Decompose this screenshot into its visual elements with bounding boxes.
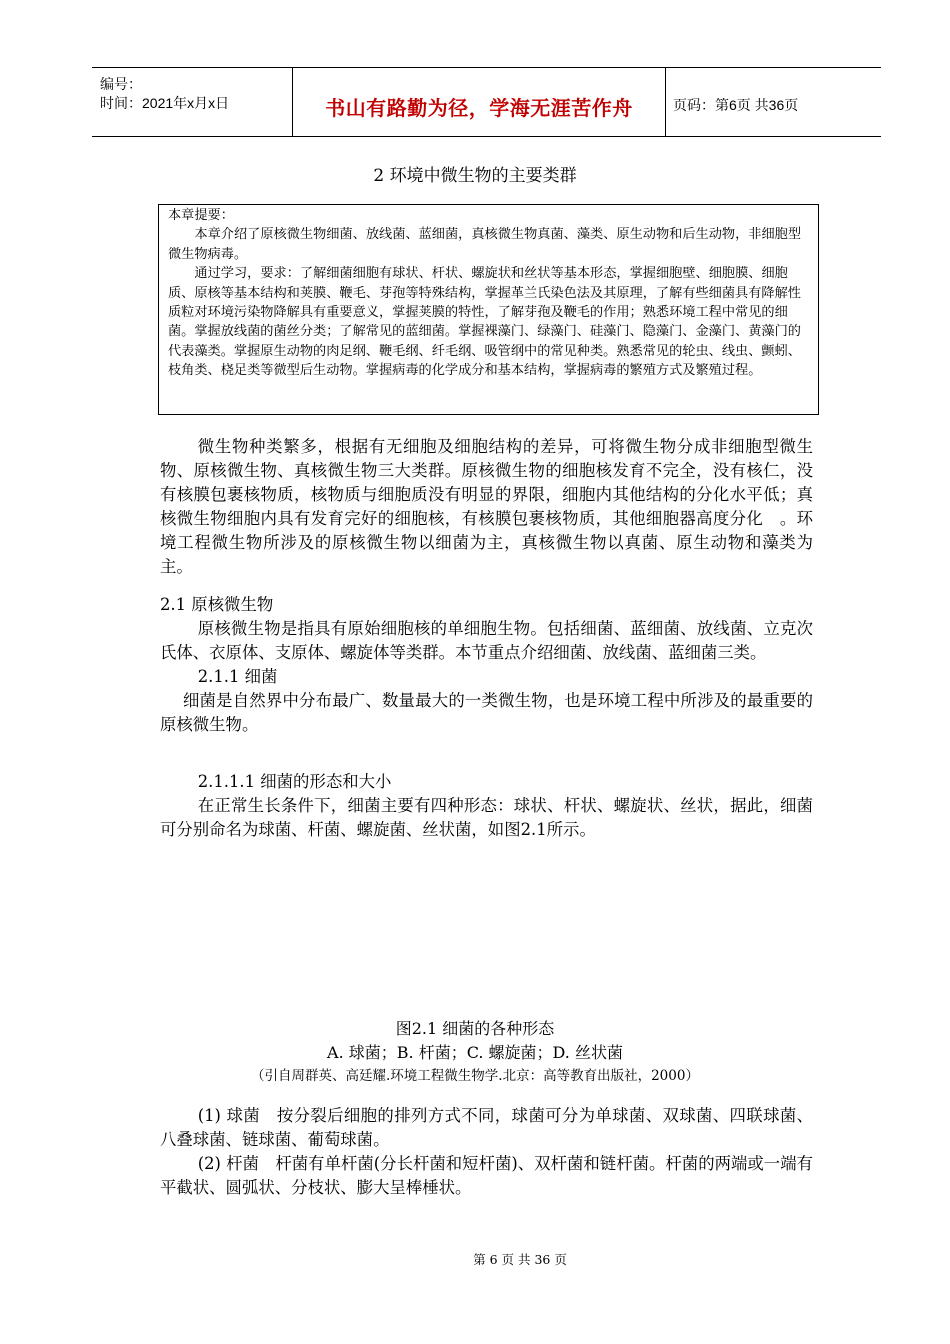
header-left-cell: [92, 68, 292, 136]
section-2-1-1-1-paragraph: 在正常生长条件下，细菌主要有四种形态：球状、杆状、螺旋状、丝状，据此，细菌可分别命名为球菌、杆菌、螺旋菌、丝状菌，如图2.1所示。: [160, 796, 813, 839]
time-label: 时间：2021年x月x日: [100, 95, 230, 111]
section-2-1-1-paragraph: 细菌是自然界中分布最广、数量最大的一类微生物，也是环境工程中所涉及的最重要的原核微生物。: [160, 691, 813, 734]
section-2-1-heading: 2.1 原核微生物: [160, 595, 274, 614]
section-2-1-1-1-heading: 2.1.1.1 细菌的形态和大小: [197, 772, 392, 791]
figure-source: （引自周群英、高廷耀.环境工程微生物学.北京：高等教育出版社，2000）: [251, 1068, 699, 1084]
intro-paragraph: 微生物种类繁多，根据有无细胞及细胞结构的差异，可将微生物分成非细胞型微生物、原核微生物、真核微生物三大类群。原核微生物的细胞核发育不完全，没有核仁，没有核膜包裹核物质，核物质与细胞质没有明显的界限，细胞内其他结构的分化水平低；真核微生物细胞内具有发育完好的细胞核，有核膜包裹核物质，其他细胞器高度分化 。环境工程微生物所涉及的原核微生物以细菌为主，真核微生物以真菌、原生动物和藻类为主。: [160, 437, 813, 576]
item-bacilli: (2) 杆菌 杆菌有单杆菌(分长杆菌和短杆菌)、双杆菌和链杆菌。杆菌的两端或一端有平截状、圆弧状、分枝状、膨大呈棒棰状。: [160, 1154, 813, 1197]
motto-text: 书山有路勤为径，学海无涯苦作舟: [325, 96, 633, 120]
header-right-cell: [665, 68, 881, 136]
item-cocci: (1) 球菌 按分裂后细胞的排列方式不同，球菌可分为单球菌、双球菌、四联球菌、八叠球菌、链球菌、葡萄球菌。: [160, 1106, 813, 1149]
header-motto-cell: [292, 68, 666, 136]
page-header: [92, 67, 881, 137]
summary-paragraph-1: 本章介绍了原核微生物细菌、放线菌、蓝细菌，真核微生物真菌、藻类、原生动物和后生动物，非细胞型微生物病毒。: [168, 227, 802, 262]
page-info: 页码：第6页 共36页: [673, 97, 799, 113]
figure-title: 图2.1 细菌的各种形态: [395, 1019, 555, 1038]
summary-paragraph-2: 通过学习，要求：了解细菌细胞有球状、杆状、螺旋状和丝状等基本形态，掌握细胞壁、细胞膜、细胞质、原核等基本结构和荚膜、鞭毛、芽孢等特殊结构，掌握革兰氏染色法及其原理，了解有些细菌具有降解性质粒对环境污染物降解具有重要意义，掌握荚膜的特性，了解芽孢及鞭毛的作用；熟悉环境工程中常见的细菌。掌握放线菌的菌丝分类；了解常见的蓝细菌。掌握裸藻门、绿藻门、硅藻门、隐藻门、金藻门、黄藻门的代表藻类。掌握原生动物的肉足纲、鞭毛纲、纤毛纲、吸管纲中的常见种类。熟悉常见的轮虫、线虫、颤蚓、枝角类、桡足类等微型后生动物。掌握病毒的化学成分和基本结构，掌握病毒的繁殖方式及繁殖过程。: [168, 266, 801, 379]
chapter-title: 2 环境中微生物的主要类群: [373, 166, 577, 186]
section-2-1-1-1: [160, 770, 813, 842]
number-label: 编号：: [100, 76, 142, 92]
figure-subtitle: A. 球菌；B. 杆菌；C. 螺旋菌；D. 丝状菌: [327, 1043, 623, 1062]
summary-label: 本章提要：: [168, 208, 234, 223]
section-2-1-paragraph: 原核微生物是指具有原始细胞核的单细胞生物。包括细菌、蓝细菌、放线菌、立克次氏体、衣原体、支原体、螺旋体等类群。本节重点介绍细菌、放线菌、蓝细菌三类。: [160, 619, 813, 662]
intro-block: [160, 435, 813, 579]
section-2-1: [160, 593, 813, 737]
bacteria-types-block: [160, 1104, 813, 1200]
chapter-summary-box: [158, 204, 819, 415]
section-2-1-1-heading: 2.1.1 细菌: [197, 667, 278, 686]
page-footer: 第 6 页 共 36 页: [473, 1252, 567, 1267]
